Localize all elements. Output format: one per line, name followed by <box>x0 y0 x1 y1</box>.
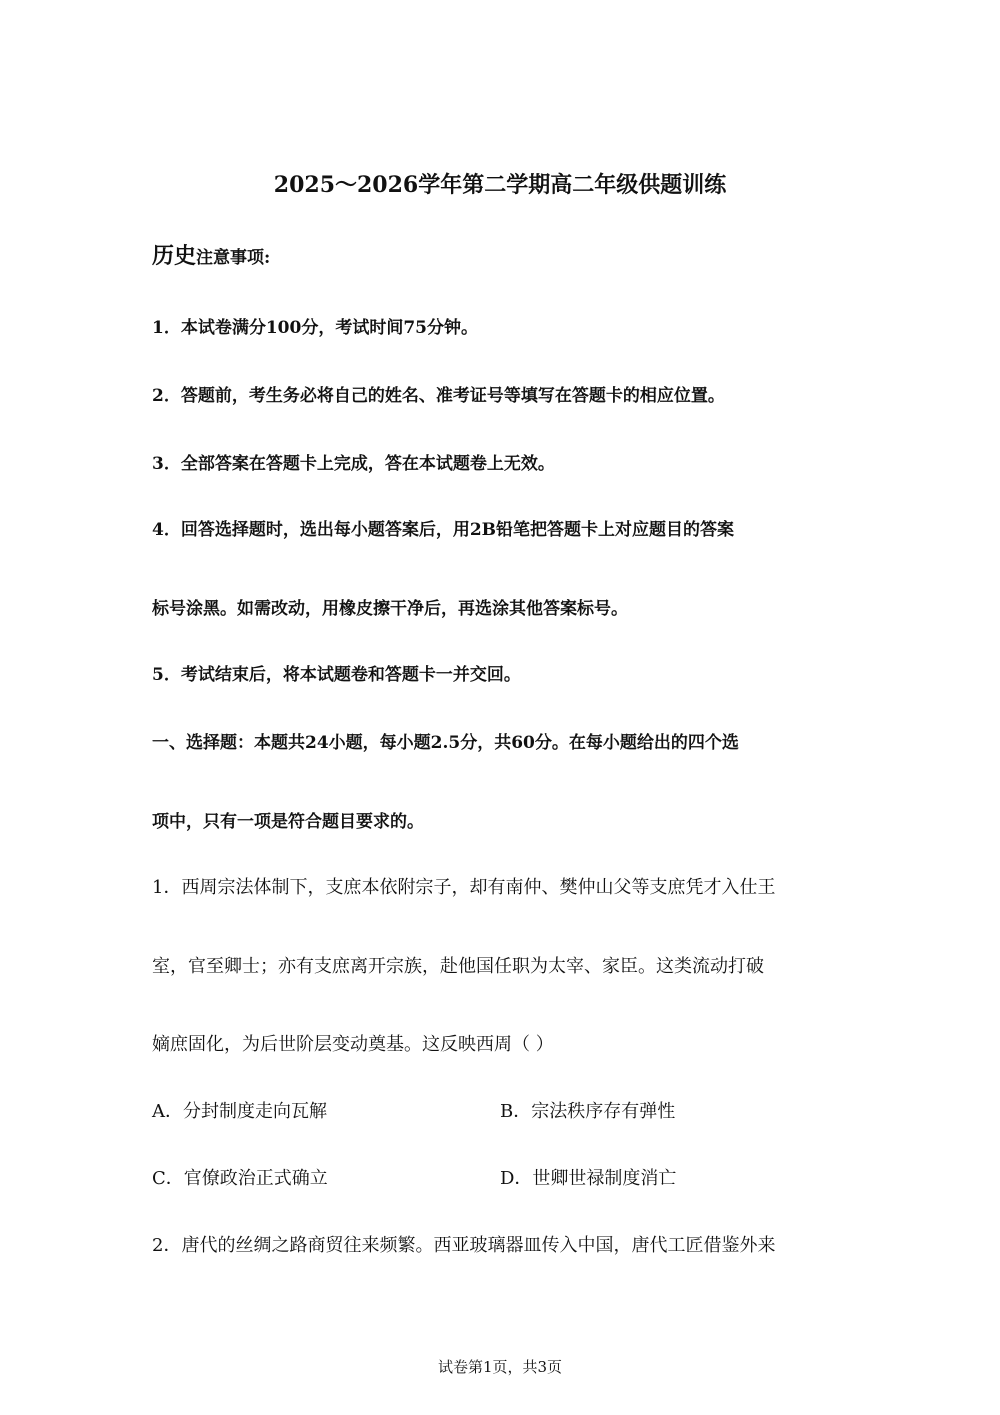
question-1-line-2: 室，官至卿士；亦有支庶离开宗族，赴他国任职为太宰、家臣。这类流动打破 <box>152 956 764 977</box>
notice-item-4: 4．回答选择题时，选出每小题答案后，用2B铅笔把答题卡上对应题目的答案 <box>152 520 735 540</box>
section-heading: 一、选择题：本题共24小题，每小题2.5分，共60分。在每小题给出的四个选 <box>152 733 739 753</box>
question-1-option-c: C．官僚政治正式确立 <box>152 1168 328 1189</box>
notice-item-3: 3．全部答案在答题卡上完成，答在本试题卷上无效。 <box>152 454 555 474</box>
notice-item-5: 5．考试结束后，将本试题卷和答题卡一并交回。 <box>152 665 521 685</box>
notice-heading: 注意事项: <box>196 248 271 268</box>
question-1-line-1: 1．西周宗法体制下，支庶本依附宗子，却有南仲、樊仲山父等支庶凭才入仕王 <box>152 877 776 898</box>
notice-item-4-continued: 标号涂黑。如需改动，用橡皮擦干净后，再选涂其他答案标号。 <box>152 599 628 619</box>
subject-label: 历史 <box>152 243 197 269</box>
section-heading-continued: 项中，只有一项是符合题目要求的。 <box>152 812 424 832</box>
subject-line <box>152 243 270 271</box>
notice-item-1: 1．本试卷满分100分，考试时间75分钟。 <box>152 318 478 338</box>
question-1-option-a: A．分封制度走向瓦解 <box>152 1101 327 1122</box>
notice-item-2: 2．答题前，考生务必将自己的姓名、准考证号等填写在答题卡的相应位置。 <box>152 386 725 406</box>
question-1-line-3: 嫡庶固化，为后世阶层变动奠基。这反映西周（ ） <box>152 1034 554 1055</box>
page-footer: 试卷第1页，共3页 <box>437 1358 563 1376</box>
question-1-option-d: D．世卿世禄制度消亡 <box>500 1168 677 1189</box>
question-1-option-b: B．宗法秩序存有弹性 <box>500 1101 676 1122</box>
question-2-line-1: 2．唐代的丝绸之路商贸往来频繁。西亚玻璃器皿传入中国，唐代工匠借鉴外来 <box>152 1235 776 1256</box>
exam-title: 2025～2026学年第二学期高二年级供题训练 <box>273 172 727 198</box>
